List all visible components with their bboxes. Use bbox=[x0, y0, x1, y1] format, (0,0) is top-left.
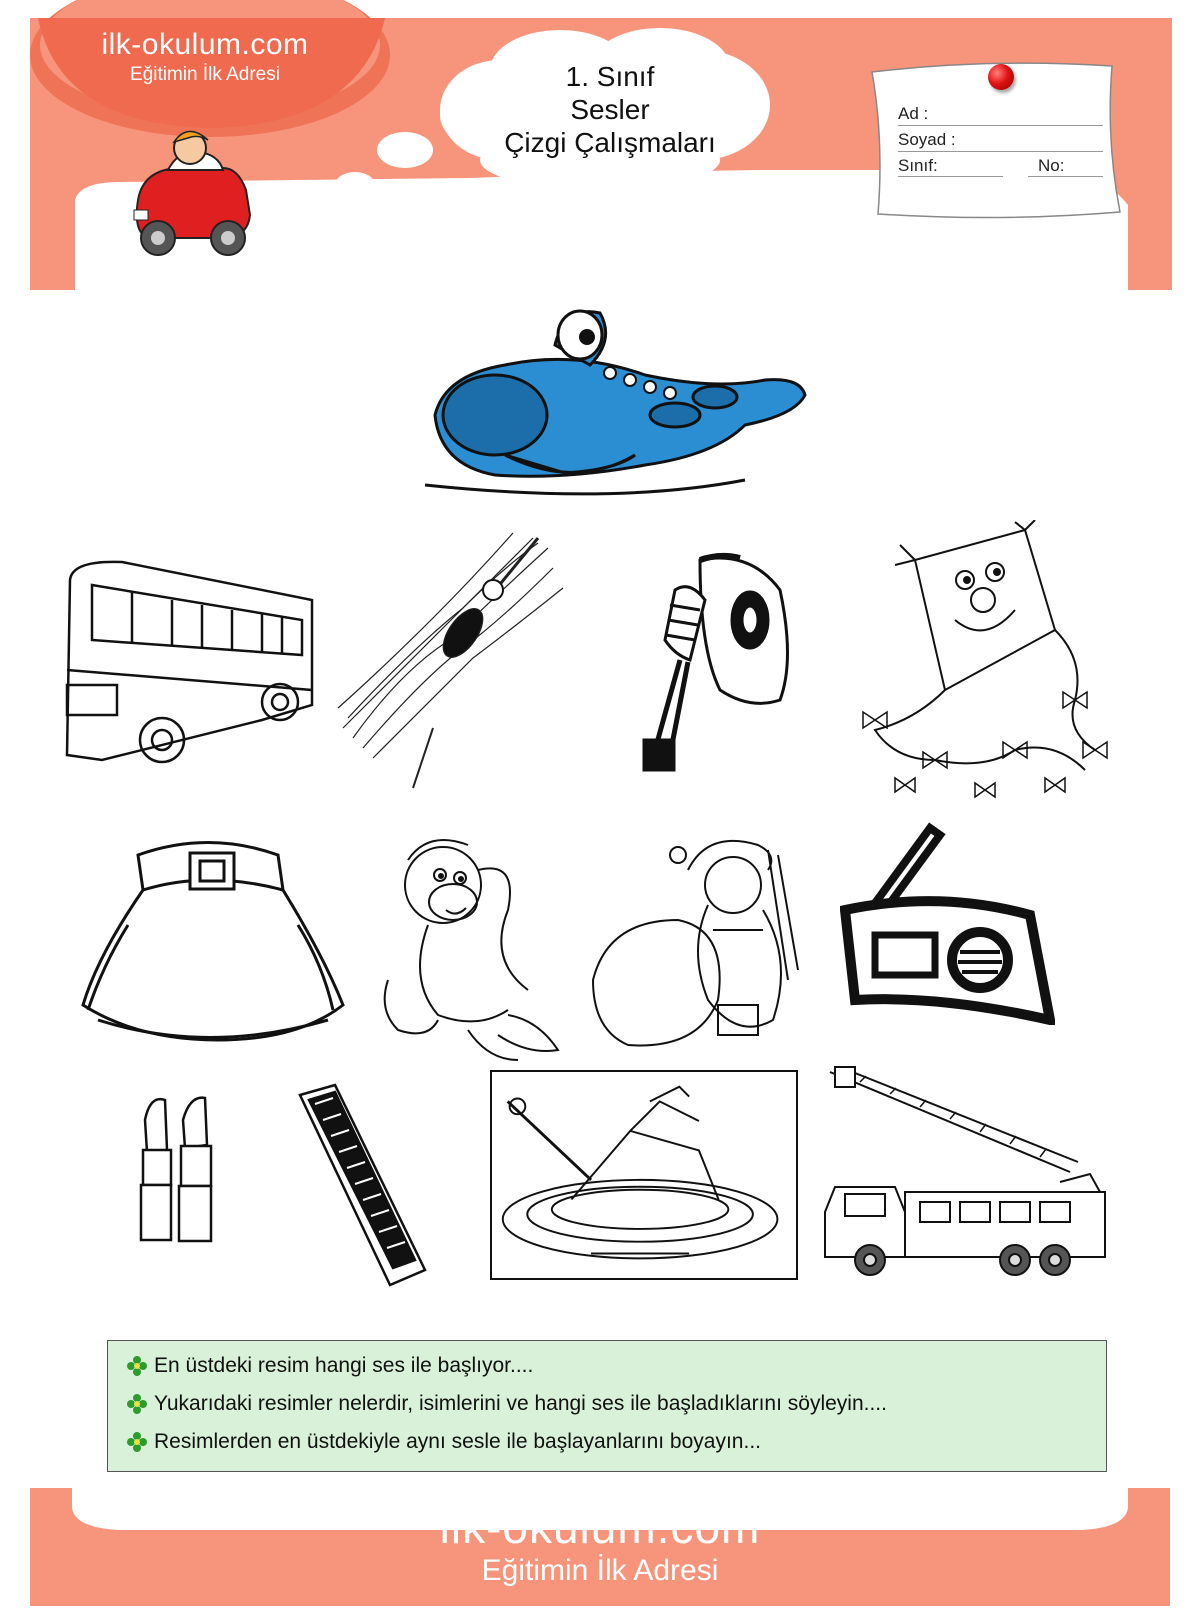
student-name-card bbox=[878, 68, 1118, 216]
brand-name: ilk-okulum.com bbox=[101, 28, 309, 61]
worksheet-header bbox=[0, 0, 1200, 300]
pushpin-icon bbox=[988, 64, 1014, 90]
no-label: No: bbox=[1038, 156, 1065, 175]
footer-brand bbox=[30, 1500, 1170, 1588]
instruction-item bbox=[124, 1423, 1090, 1461]
instructions-panel bbox=[107, 1340, 1107, 1472]
kite-icon bbox=[855, 520, 1135, 810]
radio-icon bbox=[840, 820, 1055, 1025]
clover-bullet-icon bbox=[124, 1353, 150, 1379]
lipstick-icon bbox=[135, 1090, 225, 1255]
header-brand bbox=[60, 28, 350, 86]
brand-tagline: Eğitimin İlk Adresi bbox=[130, 64, 280, 85]
ad-field[interactable] bbox=[898, 102, 1103, 126]
clover-bullet-icon bbox=[124, 1429, 150, 1455]
title-topic: Sesler bbox=[570, 94, 650, 125]
comb-icon bbox=[295, 1080, 430, 1290]
soyad-label: Soyad : bbox=[898, 130, 956, 149]
sinif-no-field[interactable] bbox=[898, 154, 1103, 178]
worksheet-title bbox=[460, 60, 760, 159]
instruction-text: En üstdeki resim hangi ses ile başlıyor.... bbox=[154, 1354, 534, 1377]
skirt-icon bbox=[78, 835, 348, 1050]
instruction-item bbox=[124, 1385, 1090, 1423]
sinif-label: Sınıf: bbox=[898, 156, 938, 175]
spaceship-icon bbox=[490, 1070, 798, 1280]
instruction-text: Yukarıdaki resimler nelerdir, isimlerini ve hangi ses ile başladıklarını söyleyin.... bbox=[154, 1392, 887, 1415]
title-grade: 1. Sınıf bbox=[565, 61, 655, 92]
soyad-field[interactable] bbox=[898, 128, 1103, 152]
santa-icon bbox=[588, 830, 808, 1055]
title-subtitle: Çizgi Çalışmaları bbox=[504, 127, 716, 158]
fire-truck-icon bbox=[820, 1062, 1115, 1277]
clover-bullet-icon bbox=[124, 1391, 150, 1417]
footer-brand-name: ilk-okulum.com bbox=[439, 1501, 761, 1553]
ad-label: Ad : bbox=[898, 104, 929, 123]
mixer-icon bbox=[630, 550, 800, 780]
bus-icon bbox=[62, 560, 322, 770]
airplane-icon bbox=[415, 305, 815, 515]
swimmer-icon bbox=[333, 528, 573, 793]
footer-brand-tagline: Eğitimin İlk Adresi bbox=[481, 1554, 719, 1587]
instruction-text: Resimlerden en üstdekiyle aynı sesle ile başlayanlarını boyayın... bbox=[154, 1430, 761, 1453]
monkey-icon bbox=[368, 830, 568, 1065]
worksheet-footer bbox=[30, 1488, 1170, 1606]
instruction-item bbox=[124, 1347, 1090, 1385]
